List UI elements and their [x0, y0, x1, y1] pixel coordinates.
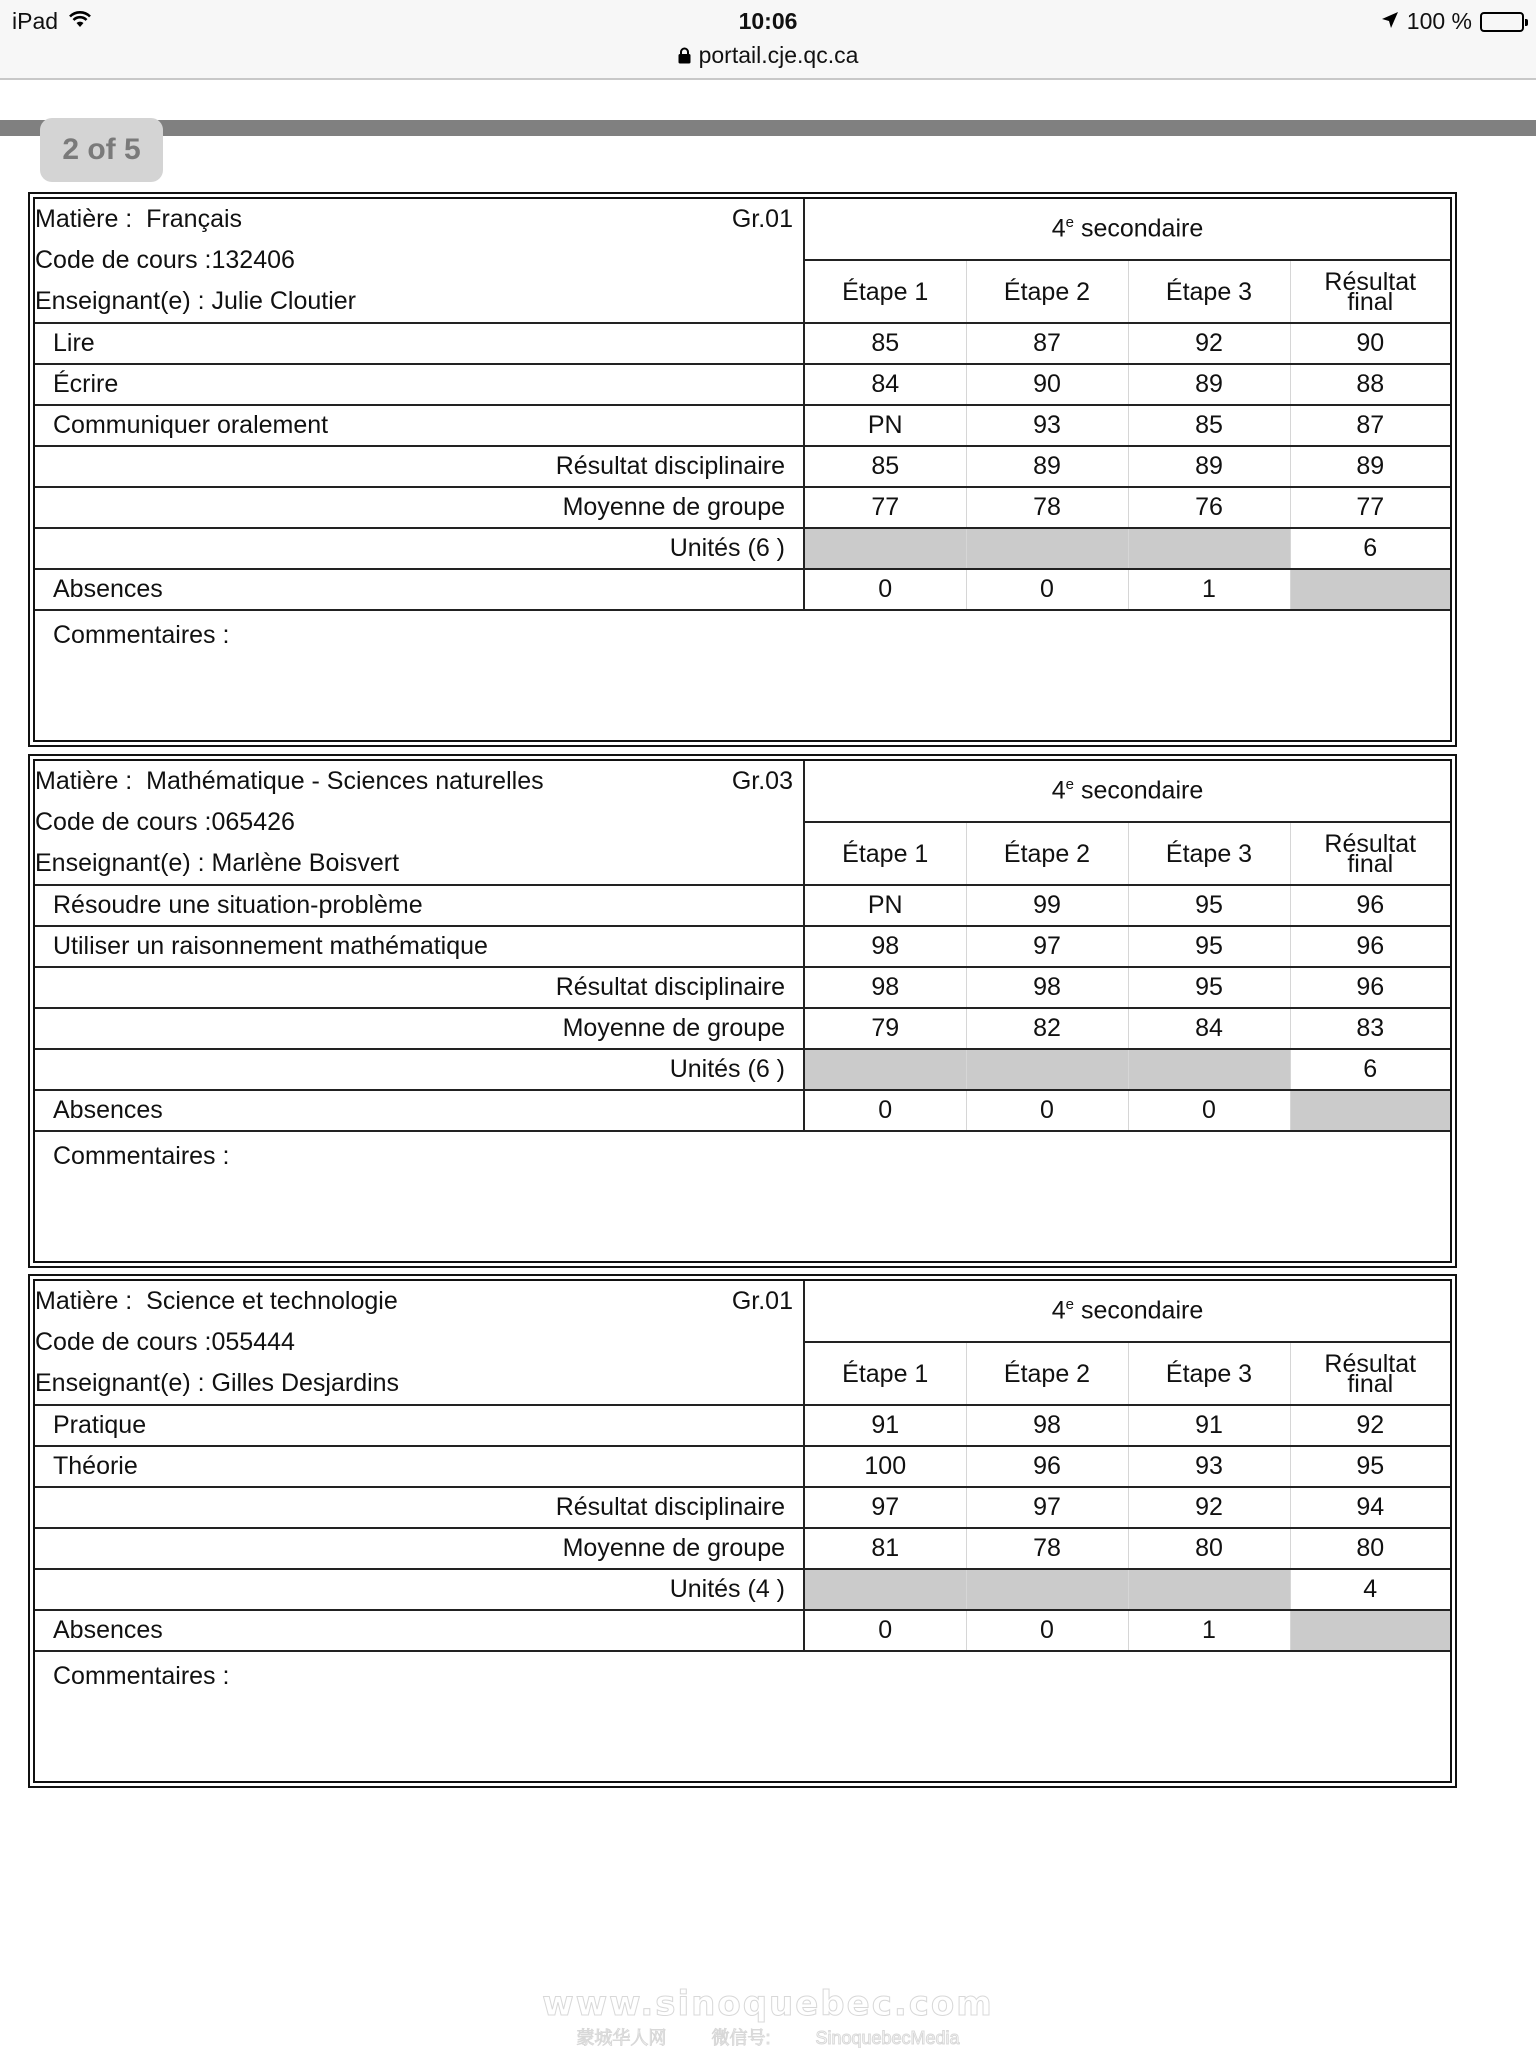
absence-value: 0	[804, 1610, 966, 1651]
grade-value: 87	[966, 323, 1128, 364]
grade-value: 97	[966, 926, 1128, 967]
course-header: Matière : Science et technologie Gr.01 Code de cours :055444 Enseignant(e) : Gilles Desjardins	[35, 1281, 804, 1405]
group-average-row: Moyenne de groupe 79 82 84 83	[35, 1008, 1450, 1049]
watermark-wechat: 蒙城华人网 微信号: SinoquebecMedia	[576, 2028, 960, 2048]
result-disciplinaire-row: Résultat disciplinaire 85 89 89 89	[35, 446, 1450, 487]
result-value: 94	[1290, 1487, 1450, 1528]
absence-value: 0	[966, 1090, 1128, 1131]
grade-value: 85	[1128, 405, 1290, 446]
column-header-etape-3: Étape 3	[1128, 260, 1290, 323]
page-indicator: 2 of 5	[40, 118, 163, 182]
result-value: 89	[966, 446, 1128, 487]
competency-row	[35, 1446, 1450, 1487]
grade-value: 92	[1290, 1405, 1450, 1446]
absence-value: 0	[804, 1090, 966, 1131]
competency-row	[35, 405, 1450, 446]
grade-value: 85	[804, 323, 966, 364]
absences-row: Absences 0 0 1	[35, 1610, 1450, 1651]
absence-value: 0	[804, 569, 966, 610]
comments-row: Commentaires :	[35, 1131, 1450, 1261]
pdf-toolbar-strip	[0, 120, 1536, 136]
course-code: 065426	[211, 808, 295, 836]
result-value: 89	[1128, 446, 1290, 487]
result-value: 98	[804, 967, 966, 1008]
units-value: 6	[1290, 1049, 1450, 1090]
average-value: 78	[966, 487, 1128, 528]
grade-value: 84	[804, 364, 966, 405]
grade-value: 96	[966, 1446, 1128, 1487]
result-value: 97	[966, 1487, 1128, 1528]
browser-status-bar	[0, 0, 1536, 80]
course-header: Matière : Français Gr.01 Code de cours :132406 Enseignant(e) : Julie Cloutier	[35, 199, 804, 323]
grade-level: 4e secondaire	[804, 1281, 1450, 1342]
average-value: 84	[1128, 1008, 1290, 1049]
competency-name: Lire	[35, 323, 804, 364]
column-header-final: Résultat final	[1290, 1342, 1450, 1405]
course-table	[28, 192, 1457, 747]
average-value: 81	[804, 1528, 966, 1569]
grade-value: 92	[1128, 323, 1290, 364]
average-value: 77	[804, 487, 966, 528]
grade-value: 98	[966, 1405, 1128, 1446]
watermark-url: www.sinoquebec.com	[542, 1984, 994, 2024]
competency-row	[35, 1405, 1450, 1446]
group-number: Gr.01	[731, 205, 793, 233]
column-header-final: Résultat final	[1290, 822, 1450, 885]
absence-value: 1	[1128, 569, 1290, 610]
average-value: 83	[1290, 1008, 1450, 1049]
units-value: 6	[1290, 528, 1450, 569]
units-row: Unités (6 ) 6	[35, 1049, 1450, 1090]
group-number: Gr.03	[731, 767, 793, 795]
absences-row: Absences 0 0 1	[35, 569, 1450, 610]
competency-row	[35, 885, 1450, 926]
grade-value: 91	[804, 1405, 966, 1446]
grade-value: 90	[966, 364, 1128, 405]
units-value: 4	[1290, 1569, 1450, 1610]
grade-value: 91	[1128, 1405, 1290, 1446]
column-header-final: Résultat final	[1290, 260, 1450, 323]
average-value: 79	[804, 1008, 966, 1049]
column-header-etape-1: Étape 1	[842, 1359, 929, 1388]
average-value: 77	[1290, 487, 1450, 528]
units-row: Unités (4 ) 4	[35, 1569, 1450, 1610]
group-number: Gr.01	[731, 1287, 793, 1315]
units-row: Unités (6 ) 6	[35, 528, 1450, 569]
group-average-row: Moyenne de groupe 77 78 76 77	[35, 487, 1450, 528]
absences-row: Absences 0 0 0	[35, 1090, 1450, 1131]
course-header: Matière : Mathématique - Sciences naturelles Gr.03 Code de cours :065426 Enseignant(e) : Marlène Boisvert	[35, 761, 804, 885]
grade-value: 90	[1290, 323, 1450, 364]
competency-row	[35, 926, 1450, 967]
absence-value: 0	[1128, 1090, 1290, 1131]
grade-value: 88	[1290, 364, 1450, 405]
average-value: 80	[1128, 1528, 1290, 1569]
grade-value: 95	[1128, 885, 1290, 926]
result-value: 98	[966, 967, 1128, 1008]
result-value: 89	[1290, 446, 1450, 487]
comments-row: Commentaires :	[35, 610, 1450, 740]
grade-value: 99	[966, 885, 1128, 926]
result-disciplinaire-row: Résultat disciplinaire 97 97 92 94	[35, 1487, 1450, 1528]
result-value: 96	[1290, 967, 1450, 1008]
average-value: 82	[966, 1008, 1128, 1049]
column-header-etape-2: Étape 2	[966, 1342, 1128, 1405]
course-table	[28, 1274, 1457, 1788]
subject-name: Science et technologie	[146, 1287, 398, 1315]
grade-value: PN	[804, 405, 966, 446]
grade-value: PN	[804, 885, 966, 926]
absence-value: 0	[966, 569, 1128, 610]
grade-value: 100	[804, 1446, 966, 1487]
group-average-row: Moyenne de groupe 81 78 80 80	[35, 1528, 1450, 1569]
watermark	[0, 1984, 1536, 2048]
column-header-etape-1: Étape 1	[842, 839, 929, 868]
grade-value: 89	[1128, 364, 1290, 405]
column-header-etape-3: Étape 3	[1128, 822, 1290, 885]
competency-name: Pratique	[35, 1405, 804, 1446]
average-value: 76	[1128, 487, 1290, 528]
subject-name: Français	[146, 205, 243, 233]
battery-percent: 100 %	[1406, 8, 1472, 34]
result-value: 95	[1128, 967, 1290, 1008]
result-value: 92	[1128, 1487, 1290, 1528]
absence-value: 0	[966, 1610, 1128, 1651]
grade-value: 98	[804, 926, 966, 967]
competency-row	[35, 364, 1450, 405]
comments-row: Commentaires :	[35, 1651, 1450, 1781]
column-header-etape-3: Étape 3	[1128, 1342, 1290, 1405]
average-value: 78	[966, 1528, 1128, 1569]
grade-value: 93	[966, 405, 1128, 446]
competency-row	[35, 323, 1450, 364]
battery-icon	[1480, 12, 1524, 32]
grade-value: 93	[1128, 1446, 1290, 1487]
column-header-etape-2: Étape 2	[966, 822, 1128, 885]
grade-value: 95	[1290, 1446, 1450, 1487]
address-bar[interactable]	[0, 42, 1536, 70]
competency-name: Résoudre une situation-problème	[35, 885, 804, 926]
grade-value: 87	[1290, 405, 1450, 446]
result-value: 85	[804, 446, 966, 487]
grade-value: 96	[1290, 926, 1450, 967]
device-name: iPad	[12, 8, 59, 34]
competency-name: Écrire	[35, 364, 804, 405]
result-value: 97	[804, 1487, 966, 1528]
teacher-name: Gilles Desjardins	[211, 1369, 400, 1397]
absence-value: 1	[1128, 1610, 1290, 1651]
course-table	[28, 754, 1457, 1268]
course-code: 132406	[211, 246, 295, 274]
teacher-name: Julie Cloutier	[211, 287, 357, 315]
grade-value: 95	[1128, 926, 1290, 967]
course-code: 055444	[211, 1328, 295, 1356]
lock-icon	[678, 43, 691, 70]
grade-level: 4e secondaire	[804, 761, 1450, 822]
subject-name: Mathématique - Sciences naturelles	[146, 767, 544, 795]
column-header-etape-1: Étape 1	[842, 277, 929, 306]
competency-name: Théorie	[35, 1446, 804, 1487]
grade-value: 96	[1290, 885, 1450, 926]
teacher-name: Marlène Boisvert	[211, 849, 400, 877]
location-arrow-icon	[1381, 8, 1399, 35]
competency-name: Utiliser un raisonnement mathématique	[35, 926, 804, 967]
result-disciplinaire-row: Résultat disciplinaire 98 98 95 96	[35, 967, 1450, 1008]
grade-level: 4e secondaire	[804, 199, 1450, 260]
column-header-etape-2: Étape 2	[966, 260, 1128, 323]
clock: 10:06	[738, 8, 798, 34]
url-text: portail.cje.qc.ca	[698, 42, 859, 68]
competency-name: Communiquer oralement	[35, 405, 804, 446]
average-value: 80	[1290, 1528, 1450, 1569]
